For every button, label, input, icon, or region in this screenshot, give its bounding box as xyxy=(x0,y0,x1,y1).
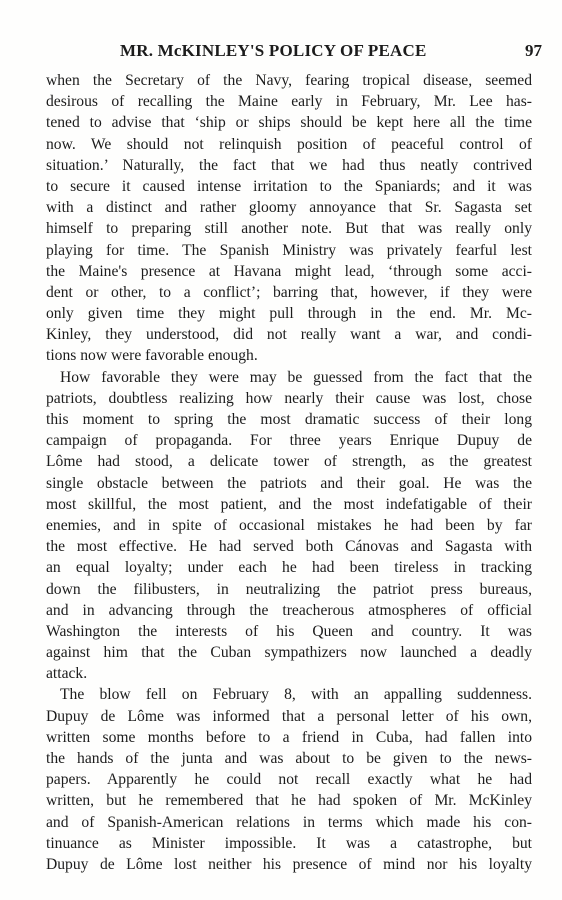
text-line: when the Secretary of the Navy, fearing tropical disease, seemed xyxy=(46,72,532,89)
text-line: desirous of recalling the Maine early in February, Mr. Lee has- xyxy=(46,93,532,111)
running-title: MR. McKINLEY'S POLICY OF PEACE xyxy=(120,41,427,60)
text-line: to secure it caused intense irritation to the Spaniards; and it was xyxy=(46,177,532,195)
body-text xyxy=(46,70,532,875)
text-line: papers. Apparently he could not recall exactly what he had xyxy=(46,771,532,789)
text-line: with a distinct and rather gloomy annoyance that Sr. Sagasta set xyxy=(46,199,532,217)
text-line: and of Spanish-American relations in terms which made his con- xyxy=(46,813,532,831)
text-line: How favorable they were may be guessed from the fact that the xyxy=(60,368,532,386)
text-line: Lôme had stood, a delicate tower of strength, as the greatest xyxy=(46,453,532,471)
scan-footer-stamp xyxy=(2,892,3,897)
text-line: the Maine's presence at Havana might lead, ‘through some acci- xyxy=(46,262,532,280)
text-line: and in advancing through the treacherous atmospheres of official xyxy=(46,601,532,619)
text-line: only given time they might pull through in the end. Mr. Mc- xyxy=(46,305,532,323)
text-line: most skillful, the most patient, and the most indefatigable of their xyxy=(46,495,532,513)
text-line: tened to advise that ‘ship or ships should be kept here all the time xyxy=(46,114,532,132)
text-line: himself to preparing still another note. But that was really only xyxy=(46,220,532,238)
text-line: tions now were favorable enough. xyxy=(46,347,258,365)
text-line: attack. xyxy=(46,665,88,683)
page-number: 97 xyxy=(525,41,542,60)
text-line: the most effective. He had served both Cánovas and Sagasta with xyxy=(46,538,532,556)
text-line: dent or other, to a conflict’; barring that, however, if they were xyxy=(46,283,532,301)
text-line: now. We should not relinquish position of peaceful control of xyxy=(46,135,532,153)
text-line: Dupuy de Lôme lost neither his presence of mind nor his loyalty xyxy=(46,855,532,873)
text-line: the hands of the junta and was about to be given to the news- xyxy=(46,750,532,767)
text-line: an equal loyalty; under each he had been tireless in tracking xyxy=(46,559,532,577)
text-line: playing for time. The Spanish Ministry was privately fearful lest xyxy=(46,241,532,259)
text-line: situation.’ Naturally, the fact that we had thus neatly contrived xyxy=(46,156,532,174)
text-line: Dupuy de Lôme was informed that a personal letter of his own, xyxy=(46,707,532,725)
text-line: Washington the interests of his Queen and country. It was xyxy=(46,622,532,640)
text-line: down the filibusters, in neutralizing the patriot press bureaus, xyxy=(46,580,532,598)
text-line: against him that the Cuban sympathizers now launched a deadly xyxy=(46,644,532,662)
text-line: The blow fell on February 8, with an appalling suddenness. xyxy=(60,686,532,704)
text-line: campaign of propaganda. For three years Enrique Dupuy de xyxy=(46,432,532,450)
text-line: tinuance as Minister impossible. It was a catastrophe, but xyxy=(46,834,532,852)
running-head xyxy=(46,41,542,65)
text-line: this moment to spring the most dramatic success of their long xyxy=(46,411,532,428)
text-line: Kinley, they understood, did not really want a war, and condi- xyxy=(46,326,532,344)
text-line: written some months before to a friend in Cuba, had fallen into xyxy=(46,728,532,746)
text-line: written, but he remembered that he had spoken of Mr. McKinley xyxy=(46,792,532,810)
text-line: patriots, doubtless realizing how nearly their cause was lost, chose xyxy=(46,389,532,407)
text-line: enemies, and in spite of occasional mistakes he had been by far xyxy=(46,516,532,534)
text-line: single obstacle between the patriots and their goal. He was the xyxy=(46,474,532,492)
